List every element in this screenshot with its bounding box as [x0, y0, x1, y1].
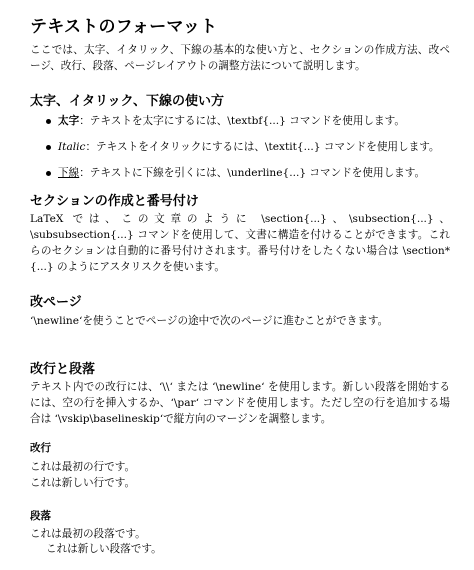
list-item — [40, 165, 460, 191]
example-line-1: これは最初の行です。 — [30, 461, 136, 473]
section-heading-sectioning: セクションの作成と番号付け — [30, 194, 199, 209]
example-paragraph-2: これは新しい段落です。 — [46, 543, 162, 555]
list-item-term: Italic — [58, 141, 86, 153]
list-item-desc: ：テキストをイタリックにするには、\textit{...} コマンドを使用します。 — [85, 141, 440, 153]
section-heading-linebreak: 改行と段落 — [30, 362, 96, 377]
bullet-icon — [46, 171, 51, 176]
intro-paragraph: ここでは、太字、イタリック、下線の基本的な使い方と、セクションの作成方法、改ページ、改行、段落、ページレイアウトの調整方法について説明します。 — [30, 44, 450, 72]
subsection-heading-paragraph: 段落 — [30, 510, 51, 522]
bullet-icon — [46, 145, 51, 150]
sectioning-paragraph: LaTeX では、この文章のように \section{...}、\subsection{...}、\subsubsection{...} コマンドを使用して、文書に構造を付けることができます。これらのセクションは自動的に番号付けされます。番号付けをしたくない場合は \section*{...} のようにアスタリスクを使います。 — [30, 213, 450, 273]
list-item-term: 太字 — [58, 115, 80, 127]
example-line-2: これは新しい行です。 — [30, 477, 136, 489]
list-item-desc: ：テキストを太字にするには、\textbf{...} コマンドを使用します。 — [79, 115, 405, 127]
bullet-icon — [46, 119, 51, 124]
section-heading-styles: 太字、イタリック、下線の使い方 — [30, 94, 224, 109]
pagebreak-paragraph: ‘\newline‘を使うことでページの途中で次のページに進むことができます。 — [30, 315, 389, 327]
subsection-heading-newline: 改行 — [30, 442, 51, 454]
list-item-desc: ：テキストに下線を引くには、\underline{...} コマンドを使用します。 — [79, 167, 426, 179]
styles-list — [40, 113, 460, 191]
linebreak-paragraph: テキスト内での改行には、‘\\‘ または ‘\newline‘ を使用します。新しい段落を開始するには、空の行を挿入するか、‘\par‘ コマンドを使用します。ただし空の行を追加する場合は ‘\vskip\baselineskip‘で縦方向のマージンを調整します。 — [30, 381, 450, 425]
list-item — [40, 113, 460, 139]
example-paragraph-1: これは最初の段落です。 — [30, 528, 146, 540]
list-item-term: 下線 — [58, 167, 80, 179]
section-heading-pagebreak: 改ページ — [30, 295, 82, 310]
list-item — [40, 139, 460, 165]
page-title: テキストのフォーマット — [30, 17, 218, 37]
